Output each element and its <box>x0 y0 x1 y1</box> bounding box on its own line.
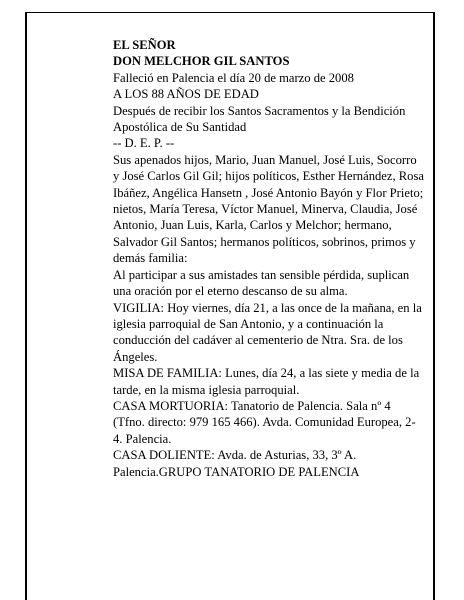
notice-title-line1: EL SEÑOR <box>113 38 176 52</box>
dep-line: -- D. E. P. -- <box>113 136 175 151</box>
mourning-house-paragraph: CASA DOLIENTE: Avda. de Asturias, 33, 3º A. Palencia.GRUPO TANATORIO DE PALENCIA <box>113 448 360 479</box>
family-mass-paragraph: MISA DE FAMILIA: Lunes, día 24, a las siete y media de la tarde, en la misma iglesia parroquial. <box>113 366 420 397</box>
vigil-paragraph: VIGILIA: Hoy viernes, día 21, a las once de la mañana, en la iglesia parroquial de San Antonio, y a continuación la conducción del cadáver al cementerio de Ntra. Sra. de los Ángeles. <box>113 300 422 364</box>
sacraments-paragraph: Después de recibir los Santos Sacramentos y la Bendición Apostólica de Su Santidad <box>113 103 406 135</box>
funeral-home-paragraph: CASA MORTUORIA: Tanatorio de Palencia. Sala nº 4 (Tfno. directo: 979 165 466). Avda. Comunidad Europea, 2-4. Palencia. <box>113 398 416 446</box>
death-line: Falleció en Palencia el día 20 de marzo de 2008 <box>113 70 354 85</box>
age-line: A LOS 88 AÑOS DE EDAD <box>113 87 259 102</box>
notice-title-line2: DON MELCHOR GIL SANTOS <box>113 54 290 69</box>
request-paragraph: Al participar a sus amistades tan sensible pérdida, suplican una oración por el eterno descanso de su alma. <box>113 267 410 299</box>
family-paragraph: Sus apenados hijos, Mario, Juan Manuel, José Luis, Socorro y José Carlos Gil Gil; hijos políticos, Esther Hernández, Rosa Ibáñez, Angélica Hansetn , José Antonio Bayón y Flor Prieto; nietos, María Teresa, Víctor Manuel, Minerva, Claudia, José Antonio, Juan Luis, Karla, Carlos y Melchor; hermano, Salvador Gil Santos; hermanos políticos, sobrinos, primos y demás familia: <box>113 152 424 266</box>
obituary-notice <box>113 37 425 480</box>
